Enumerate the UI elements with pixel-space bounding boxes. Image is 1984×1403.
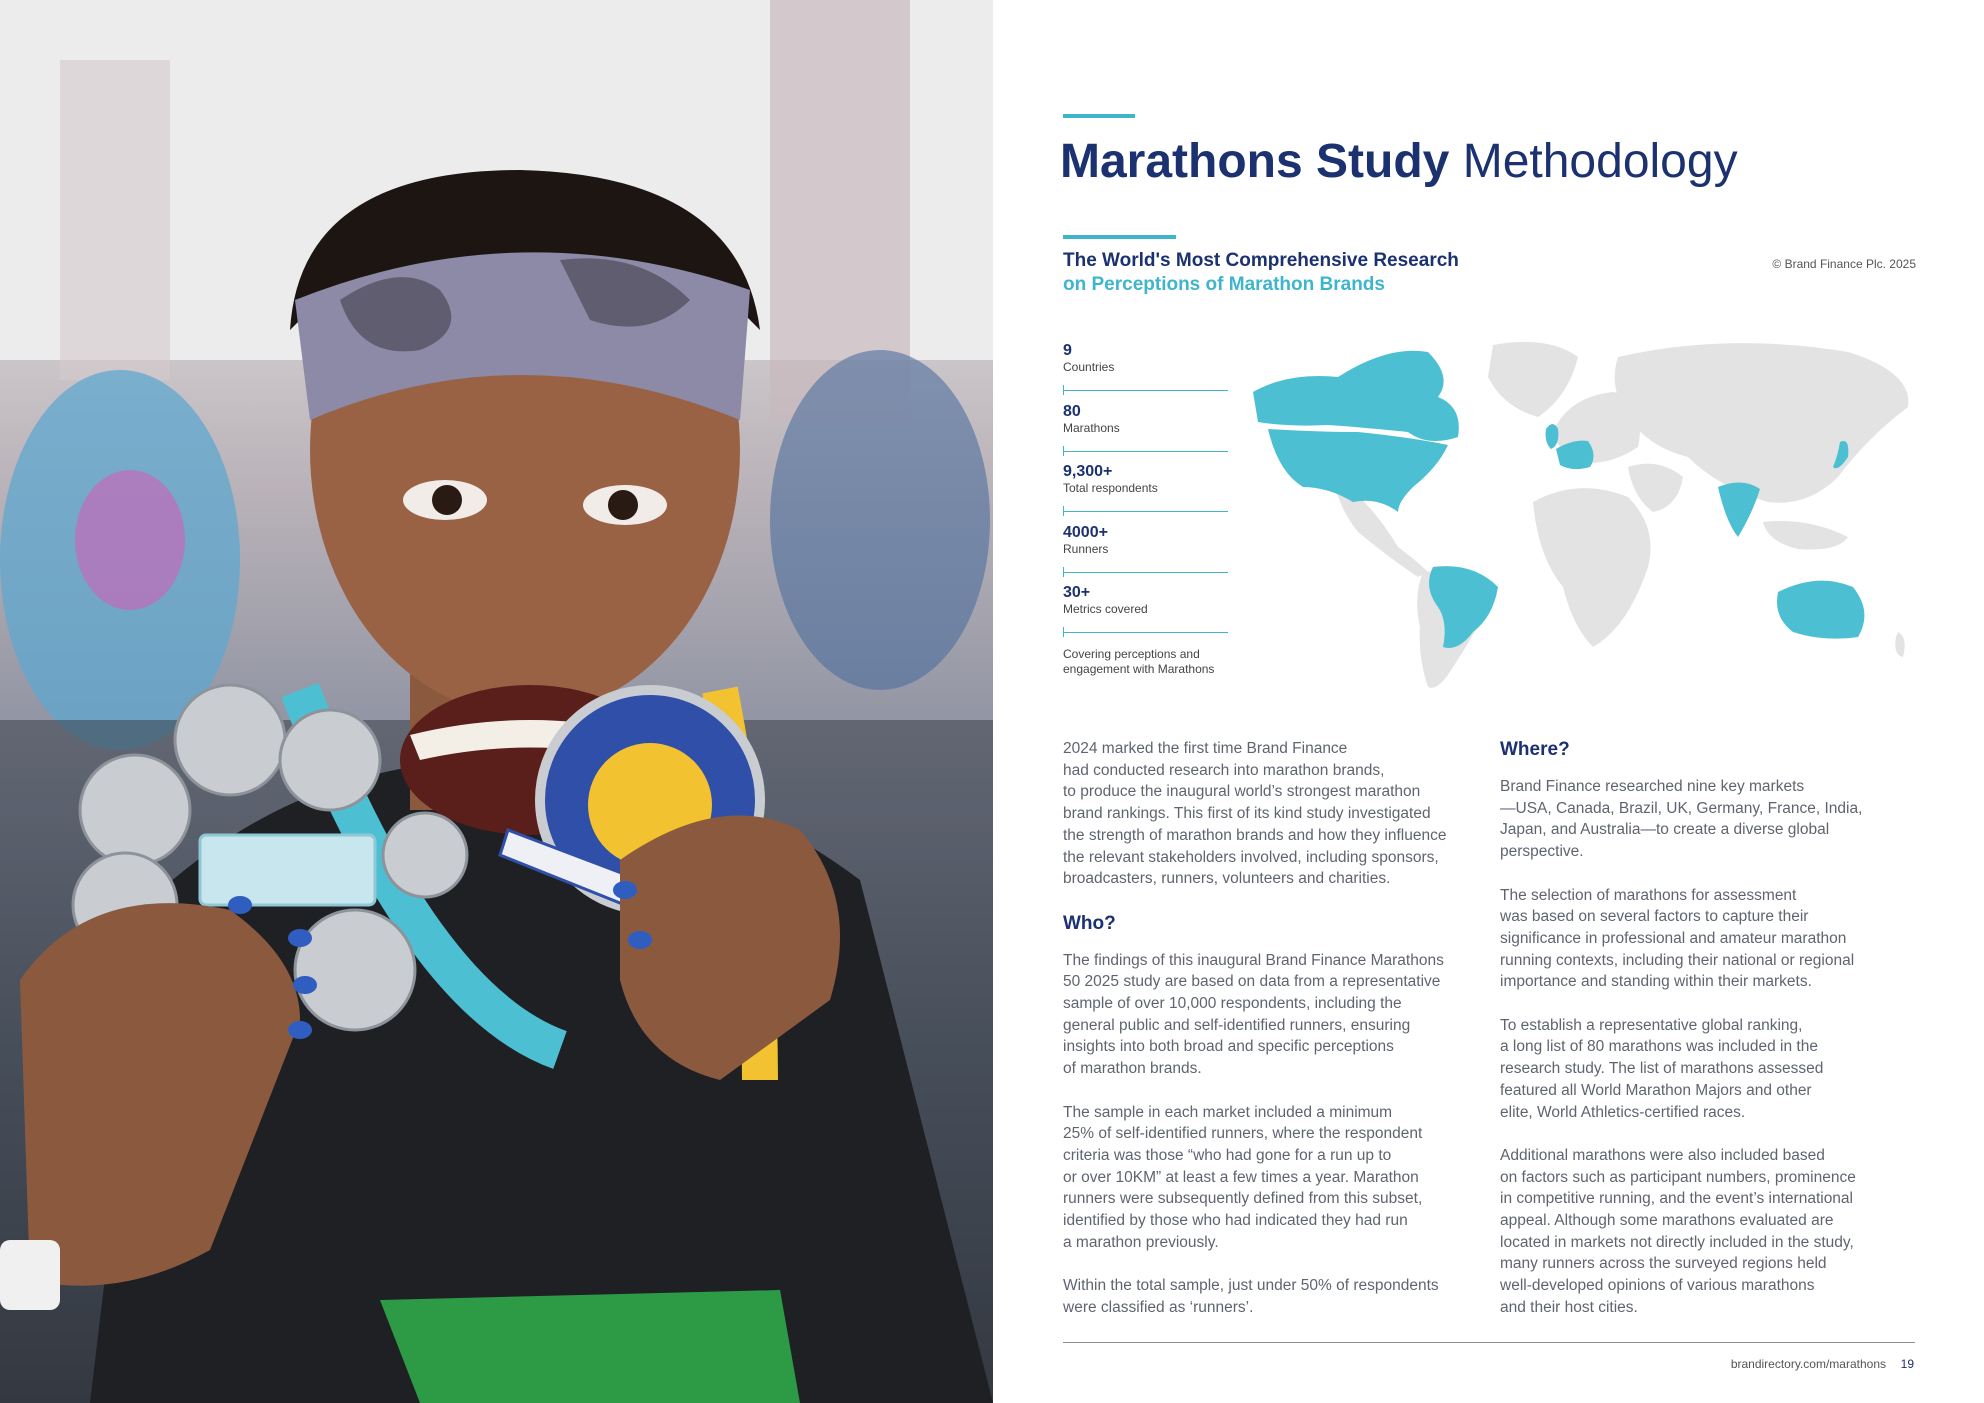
- stat-divider: [1063, 511, 1228, 512]
- footer-divider: [1063, 1342, 1915, 1343]
- stat-label: Metrics covered: [1063, 602, 1148, 616]
- stat-label: Countries: [1063, 360, 1115, 374]
- where-paragraph-3: To establish a representative global ranking, a long list of 80 marathons was included in the research study. The list of marathons assessed featured all World Marathon Majors and other elite, World Athletics-certified races.: [1500, 1016, 1824, 1121]
- stat-value: 9,300+: [1063, 463, 1113, 480]
- intro-paragraph: 2024 marked the first time Brand Finance had conducted research into marathon brands, to produce the inaugural world’s strongest marathon brand rankings. This first of its kind study investigated the strength of marathon brands and how they influence the relevant stakeholders involved, including sponsors, broadcasters, runners, volunteers and charities.: [1063, 740, 1447, 888]
- stat-value: 4000+: [1063, 523, 1108, 541]
- who-paragraph-1: The findings of this inaugural Brand Finance Marathons 50 2025 study are based on data from a representative sample of over 10,000 respondents, including the general public and self-identified runners, ensuring insights into both broad and specific perceptions of marathon brands.: [1063, 951, 1444, 1078]
- stat-divider: [1063, 390, 1228, 391]
- where-paragraph-2: The selection of marathons for assessment was based on several factors to capture their significance in professional and amateur marathon running contexts, including their national or regional importance and standing within their markets.: [1500, 886, 1855, 991]
- subtitle-accent-bar: [1063, 235, 1176, 239]
- who-paragraph-3: Within the total sample, just under 50% of respondents were classified as ‘runners’.: [1063, 1277, 1439, 1316]
- canada: [1253, 351, 1459, 441]
- where-heading: Where?: [1500, 739, 1570, 760]
- right-column: [1500, 738, 1925, 1340]
- where-paragraph-4: Additional marathons were also included based on factors such as participant numbers, prominence in competitive running, and the event’s international appeal. Although some marathons evaluated are located in markets not directly included in the study, many runners across the surveyed regions held well-developed opinions of various marathons and their host cities.: [1500, 1146, 1856, 1316]
- footer-link[interactable]: brandirectory.com/marathons: [1730, 1357, 1886, 1371]
- stats-list: [1063, 342, 1228, 677]
- where-paragraph-1: Brand Finance researched nine key markets —USA, Canada, Brazil, UK, Germany, France, India, Japan, and Australia—to create a diverse global perspective.: [1500, 778, 1863, 861]
- usa: [1268, 429, 1448, 512]
- stat-respondents: [1063, 463, 1228, 524]
- stat-divider: [1063, 451, 1228, 452]
- title-accent-bar: [1063, 114, 1135, 118]
- who-heading: Who?: [1063, 912, 1116, 934]
- world-map: [1248, 337, 1916, 695]
- who-paragraph-2: The sample in each market included a minimum 25% of self-identified runners, where the respondent criteria was those “who had gone for a run up to or over 10KM” at least a few times a year. Marathon runners were subsequently defined from this subset, identified by those who had indicated they had run a marathon previously.: [1063, 1103, 1423, 1251]
- stats-note: Covering perceptions and engagement with Marathons: [1063, 646, 1215, 676]
- uk: [1546, 424, 1559, 449]
- stat-label: Marathons: [1063, 420, 1120, 435]
- stat-label: Runners: [1063, 541, 1109, 556]
- stat-value: 30+: [1063, 584, 1091, 601]
- stat-divider: [1063, 632, 1228, 633]
- stat-value: 9: [1063, 342, 1072, 359]
- stat-marathons: [1063, 403, 1228, 464]
- stat-label: Total respondents: [1063, 481, 1158, 495]
- australia: [1777, 581, 1864, 639]
- page-title: [1060, 132, 1738, 192]
- title-light: Methodology: [1462, 135, 1738, 188]
- india: [1718, 482, 1760, 537]
- stat-divider: [1063, 572, 1228, 573]
- stat-metrics: [1063, 584, 1228, 645]
- subtitle-line2: on Perceptions of Marathon Brands: [1063, 274, 1385, 295]
- subtitle-line1: The World's Most Comprehensive Research: [1063, 250, 1459, 271]
- left-column: [1063, 738, 1488, 1340]
- stat-value: 80: [1063, 402, 1081, 420]
- copyright-note: © Brand Finance Plc. 2025: [1772, 257, 1916, 271]
- stat-countries: [1063, 342, 1228, 403]
- page-number: 19: [1900, 1357, 1914, 1371]
- stat-runners: [1063, 524, 1228, 585]
- title-bold: Marathons Study: [1060, 135, 1450, 188]
